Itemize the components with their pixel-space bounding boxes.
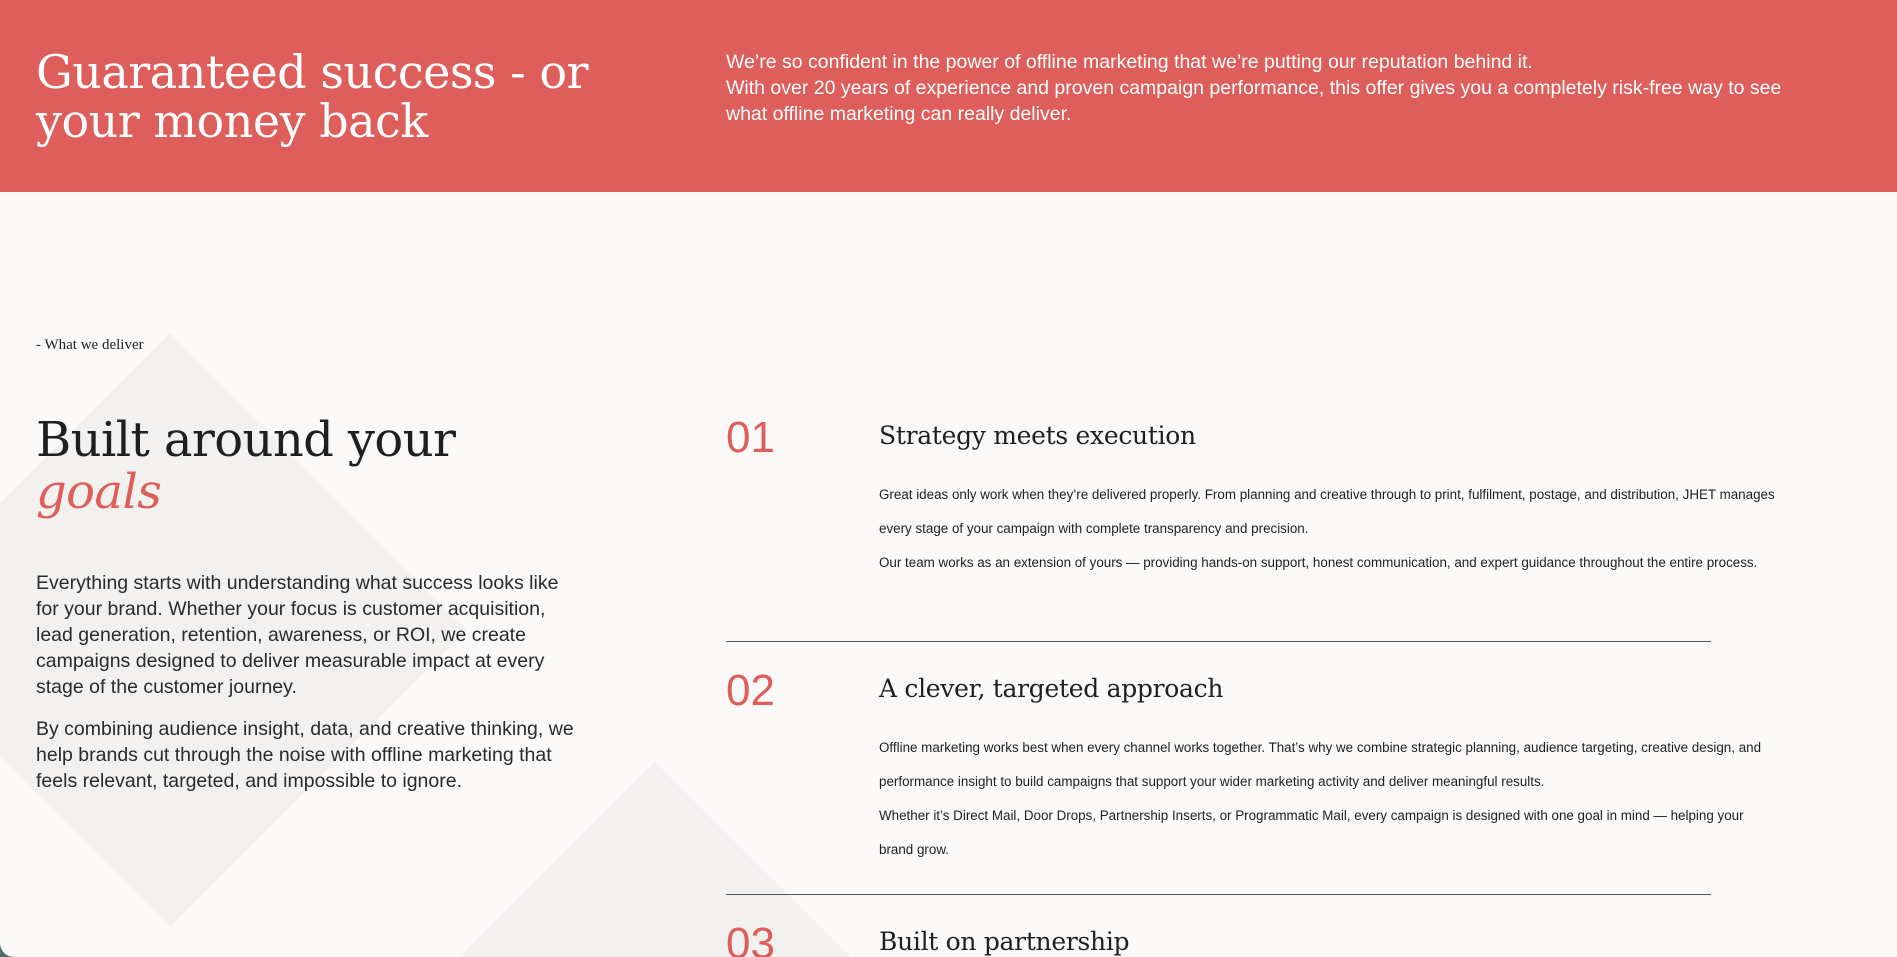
feature-number: 01	[726, 413, 775, 462]
feature-body	[879, 731, 1779, 867]
intro-paragraph: By combining audience insight, data, and creative thinking, we help brands cut through the noise with offline marketing that feels relevant, targeted, and impossible to ignore.	[36, 718, 574, 792]
heading-main: Built around your	[36, 412, 456, 468]
feature-number: 03	[726, 919, 775, 957]
feature-number: 02	[726, 666, 775, 715]
intro-paragraph: Everything starts with understanding what success looks like for your brand. Whether your focus is customer acquisition, lead generation, retention, awareness, or ROI, we create campaigns designed to deliver measurable impact at every stage of the customer journey.	[36, 572, 559, 698]
section-intro	[36, 570, 581, 810]
feature-divider	[726, 894, 1711, 895]
feature-paragraph: Whether it’s Direct Mail, Door Drops, Partnership Inserts, or Programmatic Mail, every campaign is designed with one goal in mind — helping your brand grow.	[879, 808, 1744, 857]
feature-paragraph: Great ideas only work when they’re delivered properly. From planning and creative through to print, fulfilment, postage, and distribution, JHET manages every stage of your campaign with complete transparency and precision.	[879, 487, 1775, 536]
banner-paragraph: We’re so confident in the power of offline marketing that we’re putting our reputation behind it.	[726, 51, 1533, 73]
section-heading	[36, 414, 455, 518]
heading-accent: goals	[36, 464, 162, 520]
banner-title: Guaranteed success - or your money back	[36, 45, 588, 148]
guarantee-banner	[0, 0, 1897, 192]
feature-paragraph: Our team works as an extension of yours — providing hands-on support, honest communication, and expert guidance throughout the entire process.	[879, 555, 1758, 570]
section-eyebrow: - What we deliver	[36, 337, 144, 353]
banner-paragraph: With over 20 years of experience and proven campaign performance, this offer gives you a completely risk-free way to see what offline marketing can really deliver.	[726, 77, 1782, 125]
feature-title: A clever, targeted approach	[879, 674, 1224, 703]
banner-copy	[726, 49, 1796, 127]
feature-divider	[726, 641, 1711, 642]
feature-title: Strategy meets execution	[879, 421, 1196, 450]
feature-paragraph: Offline marketing works best when every channel works together. That’s why we combine strategic planning, audience targeting, creative design, and performance insight to build campaigns that support your wider marketing activity and deliver meaningful results.	[879, 740, 1762, 789]
feature-title: Built on partnership	[879, 927, 1130, 956]
feature-body	[879, 478, 1779, 580]
